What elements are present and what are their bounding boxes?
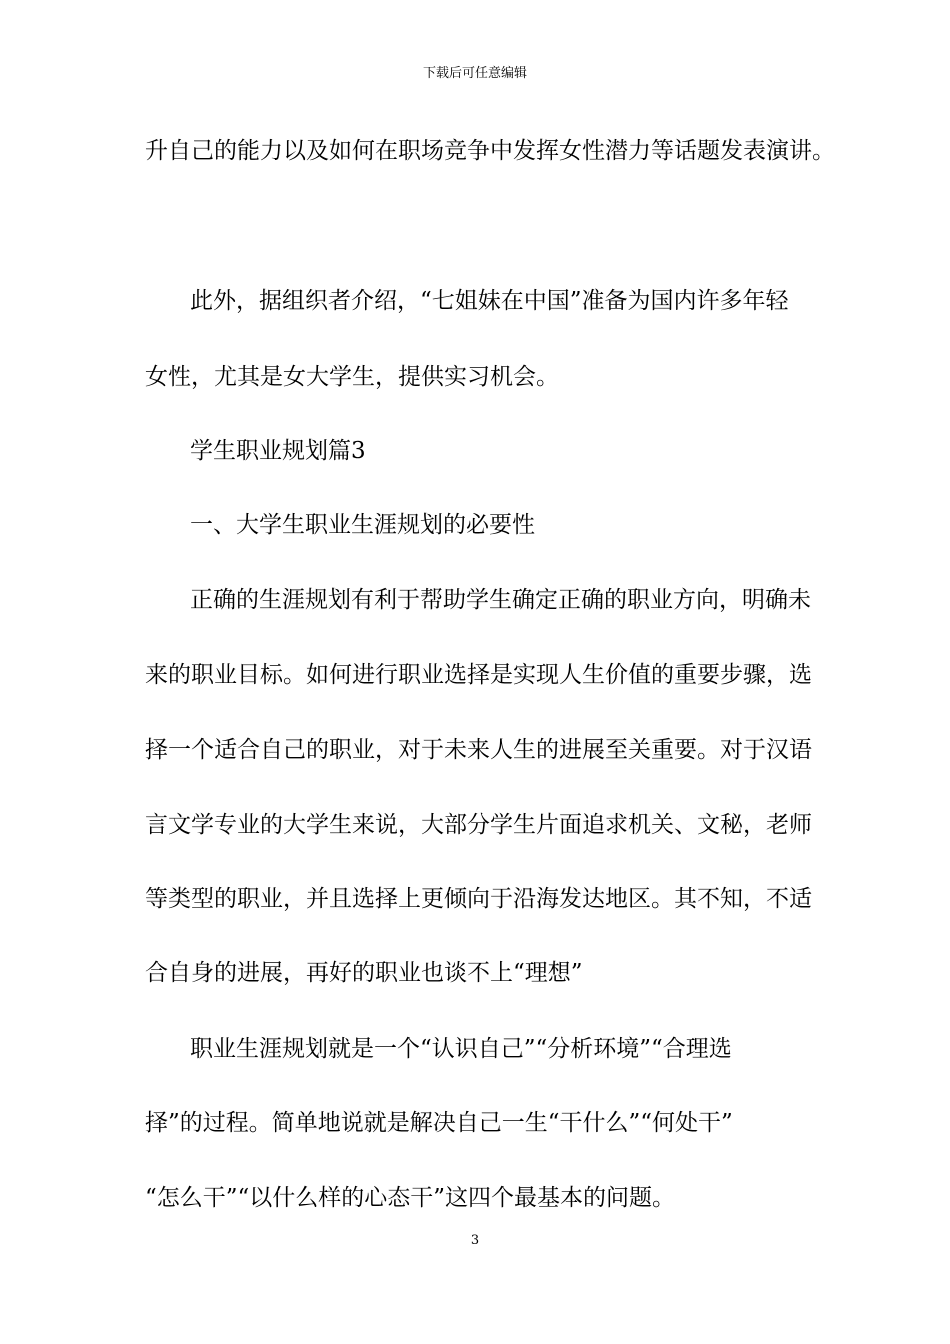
body-line: 女性，尤其是女大学生，提供实习机会。 — [145, 364, 559, 390]
header-note: 下载后可任意编辑 — [422, 66, 527, 81]
subsection-heading: 一、大学生职业生涯规划的必要性 — [190, 512, 535, 538]
body-line: 此外，据组织者介绍，“七姐妹在中国”准备为国内许多年轻 — [190, 288, 789, 314]
body-line: 升自己的能力以及如何在职场竞争中发挥女性潜力等话题发表演讲。 — [145, 138, 835, 164]
body-line: 正确的生涯规划有利于帮助学生确定正确的职业方向，明确未 — [190, 587, 811, 613]
body-line: 择”的过程。简单地说就是解决自己一生“干什么”“何处干” — [145, 1110, 733, 1136]
body-line: 言文学专业的大学生来说，大部分学生片面追求机关、文秘，老师 — [145, 812, 812, 838]
page-number: 3 — [470, 1233, 480, 1248]
body-line: 职业生涯规划就是一个“认识自己”“分析环境”“合理选 — [190, 1036, 732, 1062]
body-line: 来的职业目标。如何进行职业选择是实现人生价值的重要步骤，选 — [145, 662, 812, 688]
body-line: “怎么干”“以什么样的心态干”这四个最基本的问题。 — [145, 1185, 676, 1211]
section-heading: 学生职业规划篇3 — [190, 438, 366, 464]
body-line: 等类型的职业，并且选择上更倾向于沿海发达地区。其不知，不适 — [145, 886, 812, 912]
body-line: 合自身的进展，再好的职业也谈不上“理想” — [145, 960, 583, 986]
body-line: 择一个适合自己的职业，对于未来人生的进展至关重要。对于汉语 — [145, 737, 812, 763]
